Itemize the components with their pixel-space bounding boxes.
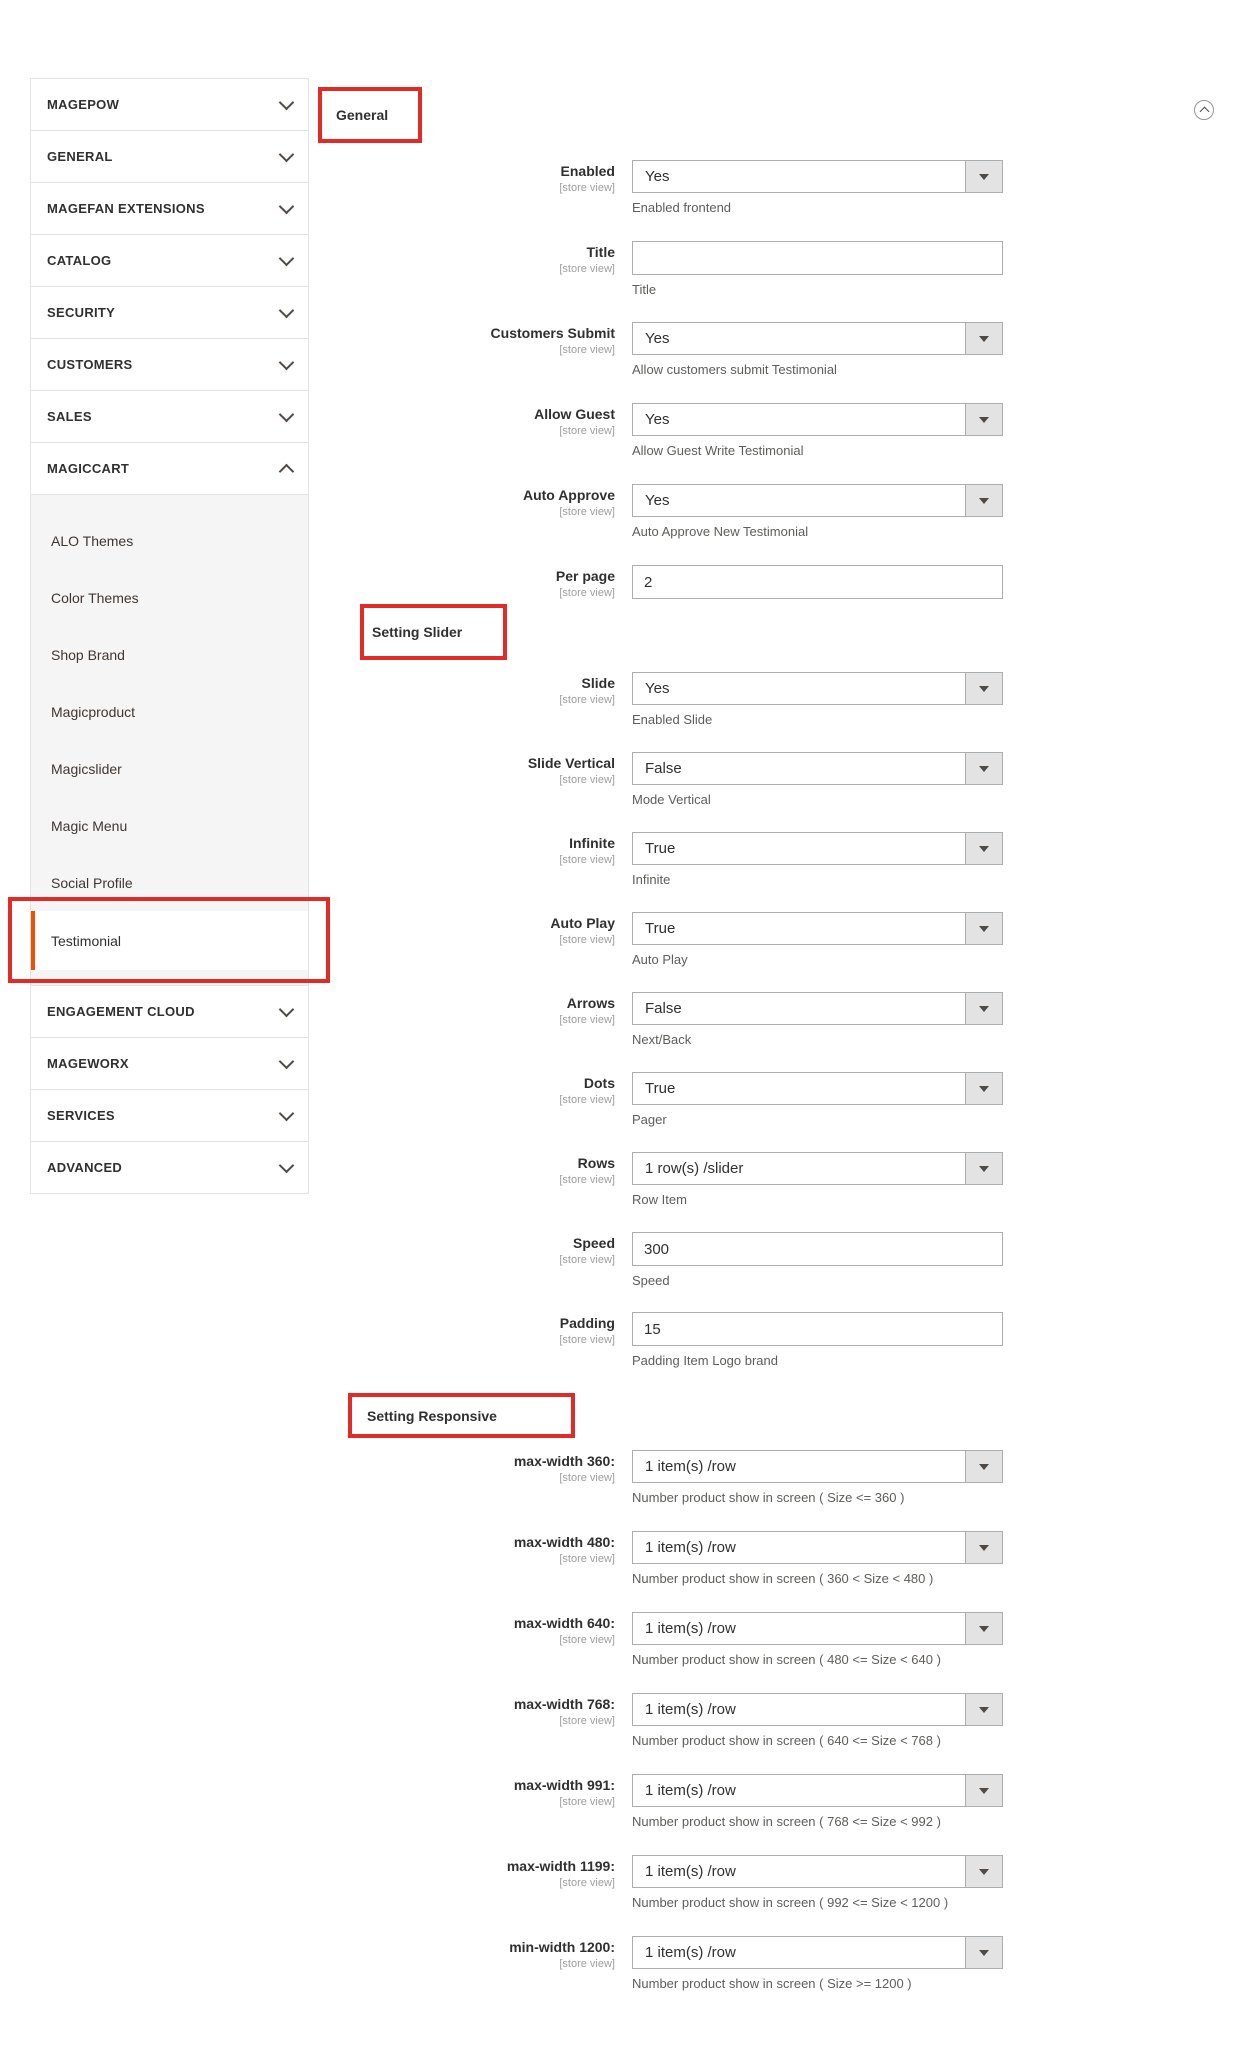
caret-down-icon	[979, 1166, 989, 1172]
magiccart-subpanel	[31, 495, 308, 986]
arrows-select[interactable]	[632, 992, 1003, 1025]
caret-down-icon	[979, 686, 989, 692]
dropdown-button[interactable]	[965, 1775, 1002, 1806]
sidebar-section-customers[interactable]	[31, 339, 308, 391]
sidebar-section-general[interactable]	[31, 131, 308, 183]
rows-select[interactable]	[632, 1152, 1003, 1185]
field-row-auto-approve	[318, 484, 1078, 565]
sidebar-section-magiccart[interactable]	[31, 443, 308, 495]
field-row-dots	[318, 1072, 1078, 1152]
field-label: Title	[586, 244, 615, 260]
sidebar-section-sales[interactable]	[31, 391, 308, 443]
field-comment: Enabled frontend	[632, 200, 732, 215]
sidebar-item-testimonial[interactable]	[31, 911, 308, 970]
slide-vertical-select[interactable]	[632, 752, 1003, 785]
field-scope: [store view]	[559, 506, 615, 518]
field-comment: Number product show in screen ( 640 <= Size < 768 )	[632, 1733, 941, 1748]
field-scope: [store view]	[559, 1254, 615, 1266]
field-comment: Number product show in screen ( Size >= 1200 )	[632, 1976, 912, 1991]
max-width-768-select[interactable]	[632, 1693, 1003, 1726]
field-row-arrows	[318, 992, 1078, 1072]
field-comment: Allow customers submit Testimonial	[632, 362, 837, 377]
sidebar-section-label: SERVICES	[47, 1108, 115, 1123]
field-label: max-width 991:	[513, 1777, 615, 1793]
field-scope: [store view]	[559, 1174, 615, 1186]
field-label: Speed	[572, 1235, 615, 1251]
caret-down-icon	[979, 1464, 989, 1470]
sidebar-section-magefan-extensions[interactable]	[31, 183, 308, 235]
enabled-select[interactable]	[632, 160, 1003, 193]
sidebar-section-label: ADVANCED	[47, 1160, 123, 1175]
field-scope: [store view]	[559, 1958, 615, 1970]
dropdown-button[interactable]	[965, 1153, 1002, 1184]
field-row-max-width-1199	[318, 1855, 1078, 1936]
sidebar-item-magic-menu[interactable]	[31, 797, 308, 854]
sidebar-item-label: Color Themes	[51, 589, 139, 606]
sidebar-section-services[interactable]	[31, 1090, 308, 1142]
field-row-slide	[318, 672, 1078, 752]
field-comment: Pager	[632, 1112, 667, 1127]
customers-submit-select[interactable]	[632, 322, 1003, 355]
auto-approve-select[interactable]	[632, 484, 1003, 517]
chevron-up-circle-icon	[1199, 107, 1209, 117]
sidebar-section-label: MAGICCART	[47, 461, 130, 476]
field-label: Rows	[577, 1155, 615, 1171]
chevron-down-icon	[279, 354, 295, 370]
max-width-991-select[interactable]	[632, 1774, 1003, 1807]
field-row-per-page	[318, 565, 1078, 604]
chevron-up-icon	[279, 463, 295, 479]
max-width-360-select[interactable]	[632, 1450, 1003, 1483]
caret-down-icon	[979, 336, 989, 342]
section-heading[interactable]: Setting Responsive	[367, 1407, 497, 1424]
field-scope: [store view]	[559, 1472, 615, 1484]
sidebar-item-magicslider[interactable]	[31, 740, 308, 797]
caret-down-icon	[979, 1788, 989, 1794]
dots-select[interactable]	[632, 1072, 1003, 1105]
field-label: Allow Guest	[534, 406, 615, 422]
chevron-down-icon	[279, 302, 295, 318]
caret-down-icon	[979, 498, 989, 504]
chevron-down-icon	[279, 406, 295, 422]
collapse-panel-button[interactable]	[1194, 100, 1214, 120]
field-label: Slide	[581, 675, 615, 691]
sidebar-item-label: Shop Brand	[51, 646, 125, 663]
field-scope: [store view]	[559, 1334, 615, 1346]
field-row-infinite	[318, 832, 1078, 912]
caret-down-icon	[979, 766, 989, 772]
dropdown-button[interactable]	[965, 404, 1002, 435]
field-scope: [store view]	[559, 1796, 615, 1808]
field-comment: Padding Item Logo brand	[632, 1353, 778, 1368]
caret-down-icon	[979, 1626, 989, 1632]
sidebar-section-label: GENERAL	[47, 149, 113, 164]
sidebar-item-magicproduct[interactable]	[31, 683, 308, 740]
section-heading[interactable]: General	[336, 107, 389, 123]
sidebar-section-label: MAGEPOW	[47, 97, 120, 112]
max-width-640-select[interactable]	[632, 1612, 1003, 1645]
field-row-max-width-480	[318, 1531, 1078, 1612]
speed-input[interactable]	[632, 1232, 1003, 1266]
field-scope: [store view]	[559, 1014, 615, 1026]
select-value: False	[645, 760, 682, 777]
select-value: 1 item(s) /row	[645, 1944, 736, 1961]
caret-down-icon	[979, 846, 989, 852]
field-row-max-width-768	[318, 1693, 1078, 1774]
section-fields	[318, 160, 1078, 604]
chevron-down-icon	[279, 1105, 295, 1121]
section-fields	[318, 672, 1078, 1371]
sidebar-item-color-themes[interactable]	[31, 569, 308, 626]
field-scope: [store view]	[559, 774, 615, 786]
max-width-480-select[interactable]	[632, 1531, 1003, 1564]
field-comment: Number product show in screen ( 992 <= Size < 1200 )	[632, 1895, 949, 1910]
select-value: 1 row(s) /slider	[645, 1160, 744, 1177]
title-input[interactable]	[632, 241, 1003, 275]
caret-down-icon	[979, 926, 989, 932]
field-scope: [store view]	[559, 263, 615, 275]
chevron-down-icon	[279, 1053, 295, 1069]
sidebar-item-label: Social Profile	[51, 874, 133, 891]
dropdown-button[interactable]	[965, 1856, 1002, 1887]
infinite-select[interactable]	[632, 832, 1003, 865]
caret-down-icon	[979, 1086, 989, 1092]
sidebar-item-social-profile[interactable]	[31, 854, 308, 911]
field-comment: Infinite	[632, 872, 671, 887]
per-page-input[interactable]	[632, 565, 1003, 599]
sidebar-item-label: ALO Themes	[51, 532, 134, 549]
caret-down-icon	[979, 1869, 989, 1875]
padding-input[interactable]	[632, 1312, 1003, 1346]
field-label: Padding	[559, 1315, 615, 1331]
chevron-down-icon	[279, 1157, 295, 1173]
select-value: True	[645, 840, 676, 857]
select-value: True	[645, 1080, 676, 1097]
field-scope: [store view]	[559, 854, 615, 866]
field-row-allow-guest	[318, 403, 1078, 484]
sidebar-section-mageworx[interactable]	[31, 1038, 308, 1090]
dropdown-button[interactable]	[965, 1613, 1002, 1644]
sidebar-item-shop-brand[interactable]	[31, 626, 308, 683]
field-row-customers-submit	[318, 322, 1078, 403]
caret-down-icon	[979, 1545, 989, 1551]
sidebar-section-label: SECURITY	[47, 305, 116, 320]
field-label: Per page	[555, 568, 615, 584]
field-row-padding	[318, 1312, 1078, 1371]
caret-down-icon	[979, 174, 989, 180]
sidebar-section-security[interactable]	[31, 287, 308, 339]
chevron-down-icon	[279, 146, 295, 162]
field-comment: Number product show in screen ( 360 < Size < 480 )	[632, 1571, 934, 1586]
field-scope: [store view]	[559, 344, 615, 356]
sidebar-item-alo-themes[interactable]	[31, 512, 308, 569]
dropdown-button[interactable]	[965, 1937, 1002, 1968]
sidebar-section-label: ENGAGEMENT CLOUD	[47, 1004, 195, 1019]
field-label: Infinite	[569, 835, 615, 851]
field-label: Slide Vertical	[527, 755, 615, 771]
select-value: Yes	[645, 168, 670, 185]
slide-select[interactable]	[632, 672, 1003, 705]
field-row-rows	[318, 1152, 1078, 1232]
sidebar-section-label: CUSTOMERS	[47, 357, 133, 372]
field-row-max-width-640	[318, 1612, 1078, 1693]
field-comment: Row Item	[632, 1192, 687, 1207]
field-comment: Number product show in screen ( Size <= 360 )	[632, 1490, 905, 1505]
field-scope: [store view]	[559, 587, 615, 599]
caret-down-icon	[979, 1006, 989, 1012]
field-scope: [store view]	[559, 934, 615, 946]
select-value: 1 item(s) /row	[645, 1620, 736, 1637]
field-comment: Number product show in screen ( 480 <= Size < 640 )	[632, 1652, 941, 1667]
field-label: max-width 768:	[513, 1696, 615, 1712]
field-comment: Auto Approve New Testimonial	[632, 524, 809, 539]
dropdown-button[interactable]	[965, 1073, 1002, 1104]
field-comment: Speed	[632, 1273, 670, 1288]
sidebar-section-label: SALES	[47, 409, 92, 424]
field-row-enabled	[318, 160, 1078, 241]
field-scope: [store view]	[559, 1877, 615, 1889]
caret-down-icon	[979, 1950, 989, 1956]
field-comment: Enabled Slide	[632, 712, 713, 727]
dropdown-button[interactable]	[965, 1451, 1002, 1482]
field-row-title	[318, 241, 1078, 322]
sidebar-item-label: Magic Menu	[51, 817, 128, 834]
caret-down-icon	[979, 1707, 989, 1713]
sidebar-section-label: CATALOG	[47, 253, 112, 268]
section-heading[interactable]: Setting Slider	[372, 624, 463, 640]
min-width-1200-select[interactable]	[632, 1936, 1003, 1969]
field-label: max-width 360:	[513, 1453, 615, 1469]
dropdown-button[interactable]	[965, 1694, 1002, 1725]
field-comment: Mode Vertical	[632, 792, 711, 807]
allow-guest-select[interactable]	[632, 403, 1003, 436]
select-value: False	[645, 1000, 682, 1017]
dropdown-button[interactable]	[965, 673, 1002, 704]
field-scope: [store view]	[559, 1634, 615, 1646]
field-row-min-width-1200	[318, 1936, 1078, 1995]
select-value: Yes	[645, 330, 670, 347]
field-scope: [store view]	[559, 1094, 615, 1106]
field-comment: Auto Play	[632, 952, 688, 967]
field-row-slide-vertical	[318, 752, 1078, 832]
field-scope: [store view]	[559, 425, 615, 437]
field-label: Dots	[583, 1075, 615, 1091]
config-main-panel	[318, 0, 1078, 1995]
field-label: max-width 480:	[513, 1534, 615, 1550]
dropdown-button[interactable]	[965, 833, 1002, 864]
dropdown-button[interactable]	[965, 323, 1002, 354]
field-label: Arrows	[566, 995, 615, 1011]
chevron-down-icon	[279, 1001, 295, 1017]
field-scope: [store view]	[559, 1553, 615, 1565]
sidebar-section-catalog[interactable]	[31, 235, 308, 287]
select-value: 1 item(s) /row	[645, 1539, 736, 1556]
field-comment: Next/Back	[632, 1032, 692, 1047]
sidebar-item-label: Testimonial	[51, 932, 122, 949]
select-value: True	[645, 920, 676, 937]
max-width-1199-select[interactable]	[632, 1855, 1003, 1888]
section-annotation-box	[318, 87, 422, 143]
dropdown-button[interactable]	[965, 485, 1002, 516]
field-comment: Title	[632, 282, 657, 297]
field-row-max-width-360	[318, 1450, 1078, 1531]
sidebar-item-label: Magicproduct	[51, 703, 136, 720]
field-scope: [store view]	[559, 182, 615, 194]
dropdown-button[interactable]	[965, 161, 1002, 192]
config-sidebar	[30, 78, 309, 1194]
field-scope: [store view]	[559, 1715, 615, 1727]
dropdown-button[interactable]	[965, 913, 1002, 944]
select-value: Yes	[645, 492, 670, 509]
sidebar-section-engagement-cloud[interactable]	[31, 986, 308, 1038]
field-row-auto-play	[318, 912, 1078, 992]
chevron-down-icon	[279, 94, 295, 110]
select-value: Yes	[645, 411, 670, 428]
select-value: Yes	[645, 680, 670, 697]
field-comment: Allow Guest Write Testimonial	[632, 443, 804, 458]
sidebar-item-label: Magicslider	[51, 760, 122, 777]
sidebar-section-label: MAGEWORX	[47, 1056, 129, 1071]
field-label: max-width 640:	[513, 1615, 615, 1631]
sidebar-section-label: MAGEFAN EXTENSIONS	[47, 201, 205, 216]
field-label: Auto Approve	[522, 487, 615, 503]
dropdown-button[interactable]	[965, 1532, 1002, 1563]
select-value: 1 item(s) /row	[645, 1863, 736, 1880]
dropdown-button[interactable]	[965, 993, 1002, 1024]
select-value: 1 item(s) /row	[645, 1458, 736, 1475]
section-annotation-box	[348, 1393, 575, 1438]
field-label: max-width 1199:	[506, 1858, 615, 1874]
chevron-down-icon	[279, 198, 295, 214]
chevron-down-icon	[279, 250, 295, 266]
caret-down-icon	[979, 417, 989, 423]
select-value: 1 item(s) /row	[645, 1701, 736, 1718]
auto-play-select[interactable]	[632, 912, 1003, 945]
sidebar-section-advanced[interactable]	[31, 1142, 308, 1194]
field-label: Customers Submit	[490, 325, 615, 341]
sidebar-section-magepow[interactable]	[31, 79, 308, 131]
field-label: Auto Play	[550, 915, 615, 931]
field-row-max-width-991	[318, 1774, 1078, 1855]
field-row-speed	[318, 1232, 1078, 1312]
field-label: min-width 1200:	[509, 1939, 615, 1955]
section-fields	[318, 1450, 1078, 1995]
field-label: Enabled	[560, 163, 615, 179]
field-scope: [store view]	[559, 694, 615, 706]
field-comment: Number product show in screen ( 768 <= Size < 992 )	[632, 1814, 941, 1829]
select-value: 1 item(s) /row	[645, 1782, 736, 1799]
section-annotation-box	[360, 604, 507, 660]
dropdown-button[interactable]	[965, 753, 1002, 784]
